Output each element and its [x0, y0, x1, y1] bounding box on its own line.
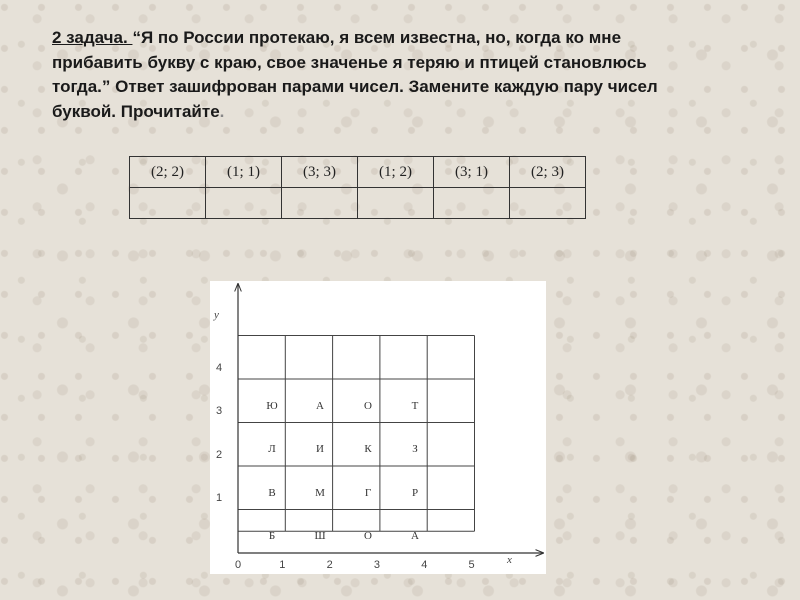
coordinate-grid-figure: [210, 281, 546, 574]
x-tick-label: 2: [326, 559, 333, 571]
grid-letter: А: [411, 530, 419, 542]
y-tick-label: 2: [216, 449, 223, 461]
y-tick-label: 1: [216, 492, 223, 504]
x-tick-label: 5: [468, 559, 475, 571]
code-answers-row: [130, 188, 586, 219]
answer-cell[interactable]: [434, 188, 510, 219]
grid-letter: Р: [411, 487, 419, 499]
grid-letter: Б: [268, 530, 276, 542]
x-tick-label: 4: [421, 559, 428, 571]
x-tick-label: 3: [373, 559, 381, 571]
grid-letter: В: [268, 487, 276, 499]
grid-letter: Ю: [266, 400, 278, 412]
answer-cell[interactable]: [130, 188, 206, 219]
grid-letter: К: [364, 443, 372, 455]
grid-letter: Т: [411, 400, 419, 412]
y-axis-label: y: [214, 309, 219, 321]
grid-letter: З: [412, 443, 418, 455]
y-tick-label: 4: [216, 362, 223, 374]
code-pair-cell: (1; 2): [358, 157, 434, 188]
coordinate-grid: [210, 281, 546, 574]
task-body: “Я по России протекаю, я всем известна, но, когда ко мне прибавить букву с краю, свое значенье я теряю и птицей становлюсь тогда.” Ответ зашифрован парами чисел. Замените каждую пару чисел буквой. Прочитайте: [52, 28, 658, 121]
grid-letter: И: [316, 443, 324, 455]
x-tick-label: 1: [279, 559, 286, 571]
x-tick-label: 0: [235, 559, 242, 571]
answer-cell[interactable]: [206, 188, 282, 219]
code-table: [129, 156, 586, 219]
task-text: [52, 26, 692, 124]
answer-cell[interactable]: [282, 188, 358, 219]
grid-letter: Ш: [314, 530, 326, 542]
code-pairs-row: [130, 157, 586, 188]
grid-letter: А: [316, 400, 324, 412]
grid-letter: Г: [364, 487, 372, 499]
code-pair-cell: (1; 1): [206, 157, 282, 188]
x-axis-label: x: [507, 554, 512, 566]
answer-cell[interactable]: [358, 188, 434, 219]
grid-letter: О: [364, 530, 372, 542]
y-tick-label: 3: [216, 405, 223, 417]
code-pair-cell: (2; 2): [130, 157, 206, 188]
grid-letter: Л: [268, 443, 276, 455]
code-pair-cell: (3; 1): [434, 157, 510, 188]
code-pair-cell: (3; 3): [282, 157, 358, 188]
task-end: .: [219, 101, 225, 121]
answer-cell[interactable]: [510, 188, 586, 219]
grid-letter: М: [315, 487, 325, 499]
grid-letter: О: [364, 400, 372, 412]
code-pair-cell: (2; 3): [510, 157, 586, 188]
task-title: 2 задача.: [52, 28, 133, 47]
